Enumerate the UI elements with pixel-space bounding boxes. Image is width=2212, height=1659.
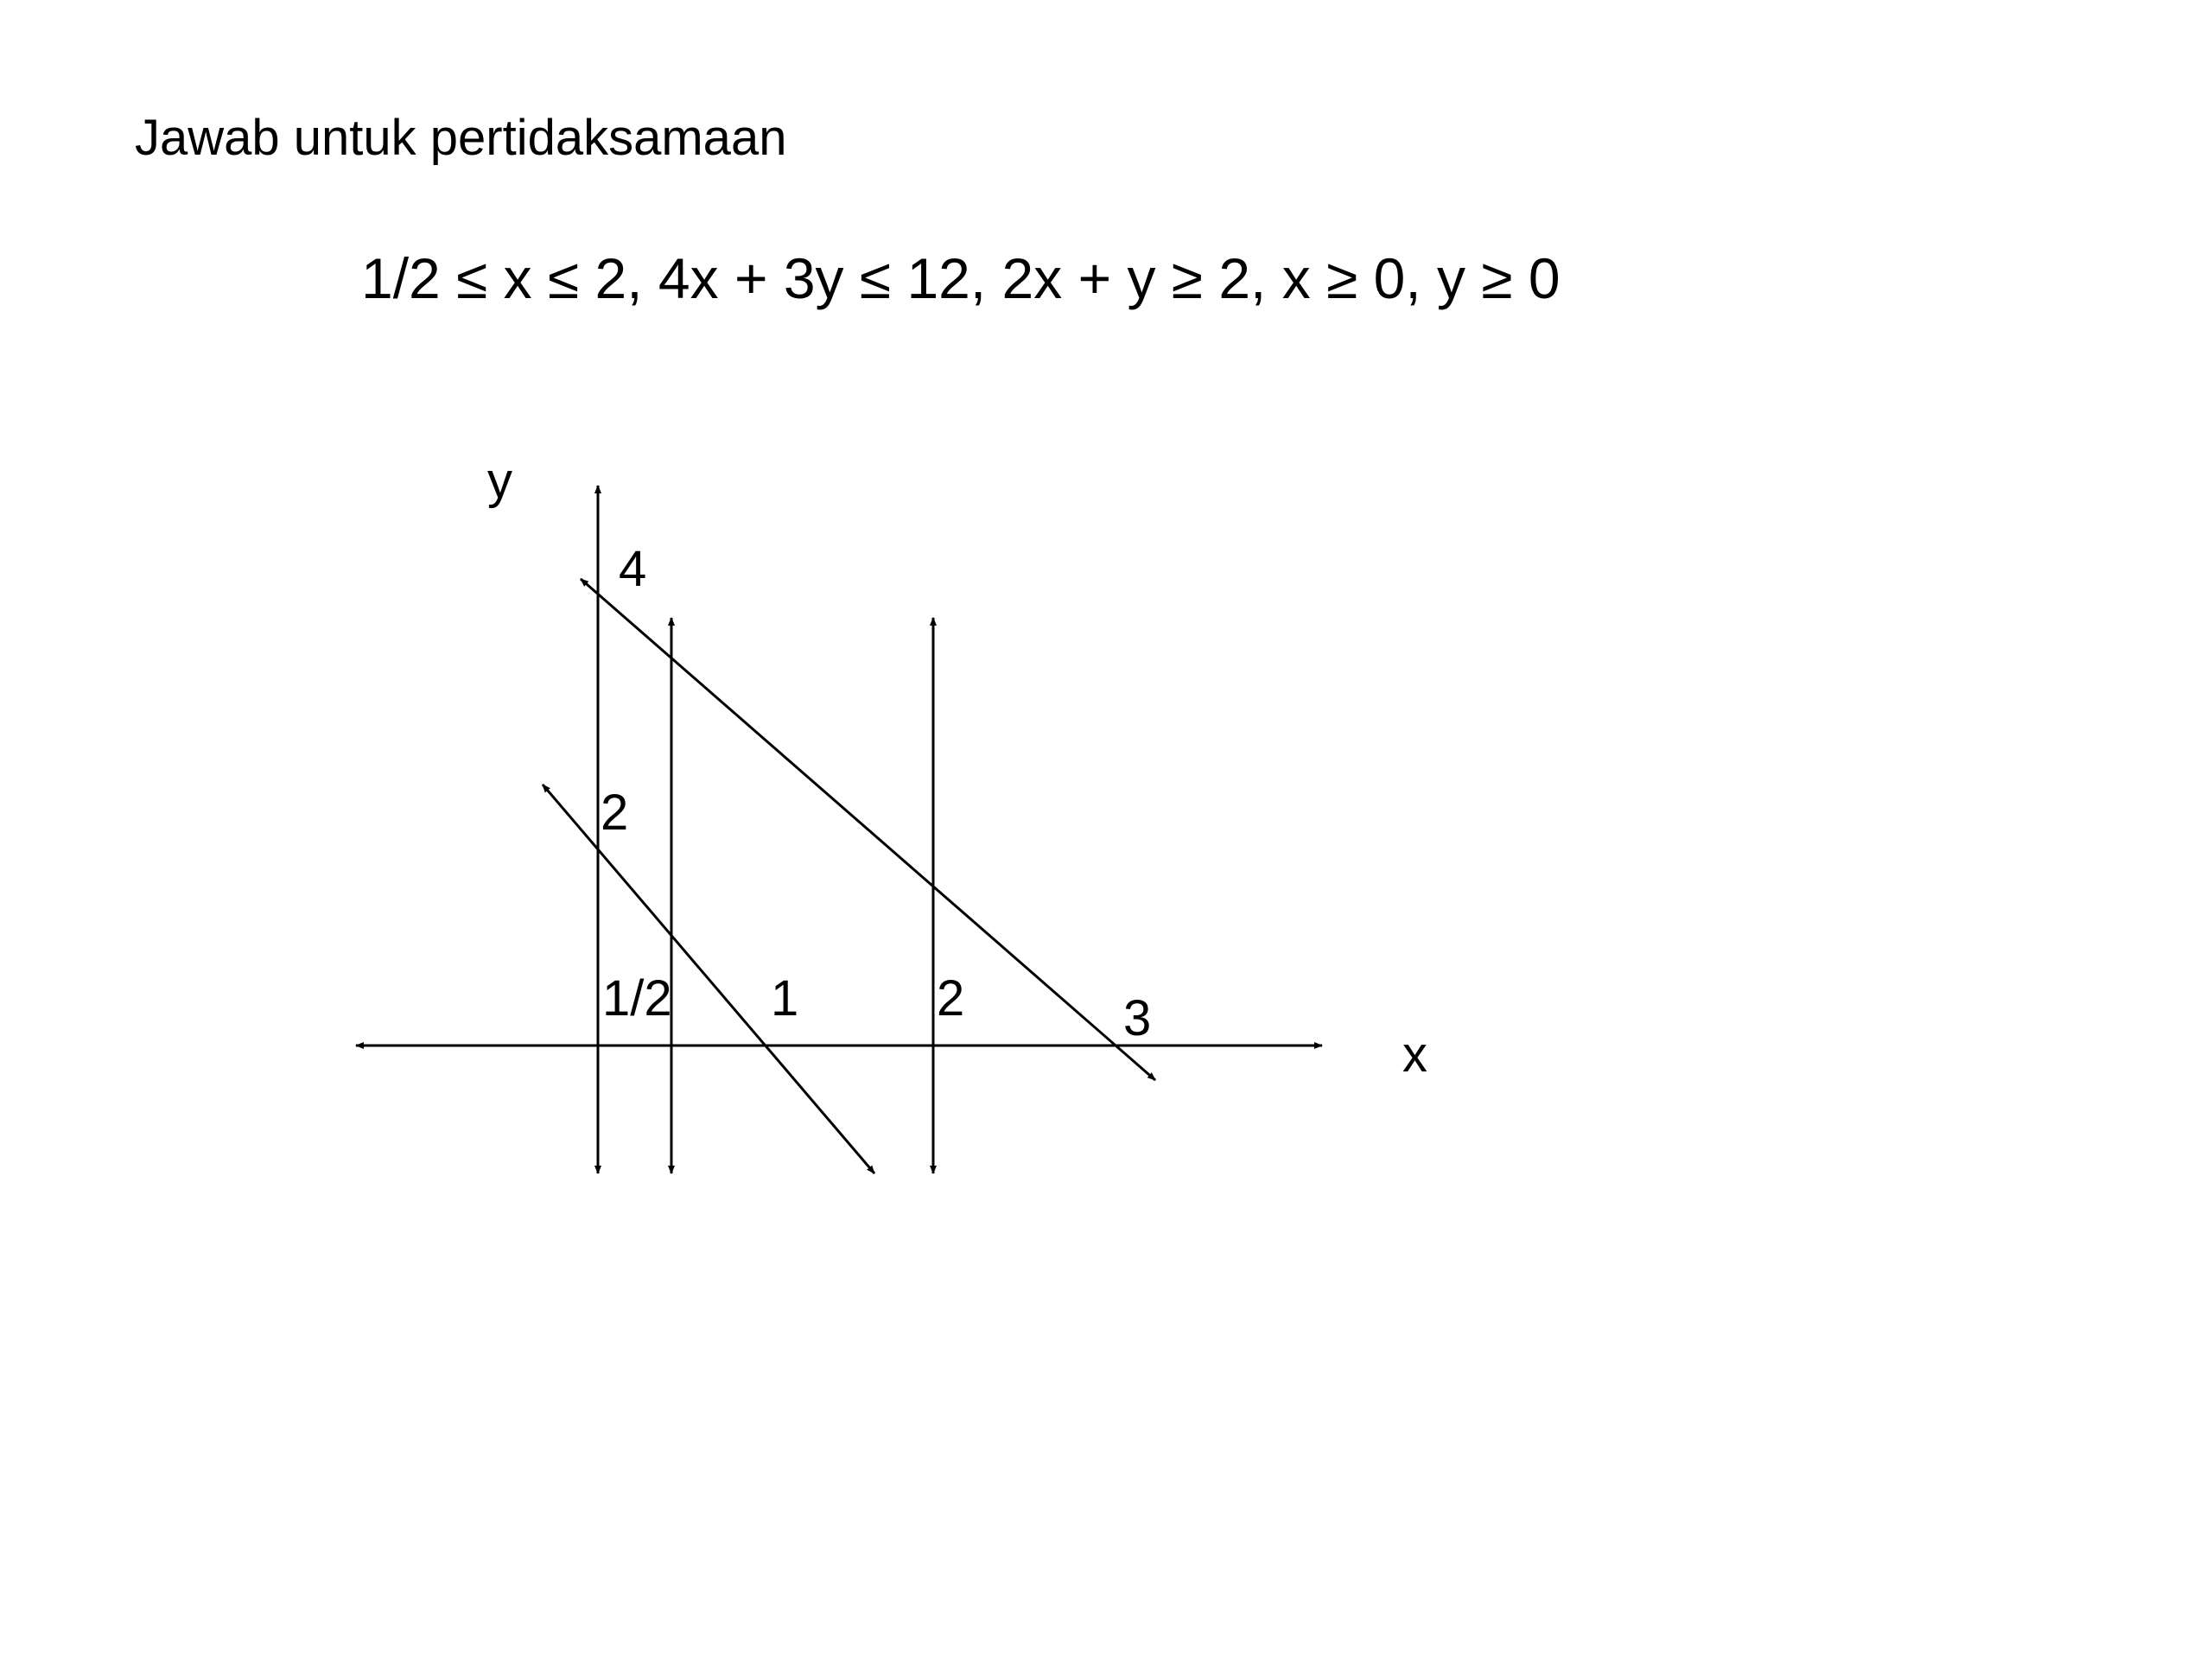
x-tick-label-half: 1/2 bbox=[602, 970, 672, 1027]
inequality-system: 1/2 ≤ x ≤ 2, 4x + 3y ≤ 12, 2x + y ≥ 2, x ≥ 0, y ≥ 0 bbox=[361, 246, 1560, 310]
y-axis-label: y bbox=[487, 453, 512, 509]
y-tick-label-2: 2 bbox=[601, 785, 629, 841]
x-tick-label-2: 2 bbox=[937, 970, 965, 1027]
page-heading: Jawab untuk pertidaksamaan bbox=[135, 110, 787, 166]
x-axis-label: x bbox=[1402, 1027, 1427, 1083]
line-2x-plus-y-equals-2 bbox=[543, 785, 874, 1173]
y-tick-label-4: 4 bbox=[619, 541, 647, 597]
x-tick-label-1: 1 bbox=[771, 970, 799, 1027]
x-tick-label-3: 3 bbox=[1123, 990, 1152, 1046]
